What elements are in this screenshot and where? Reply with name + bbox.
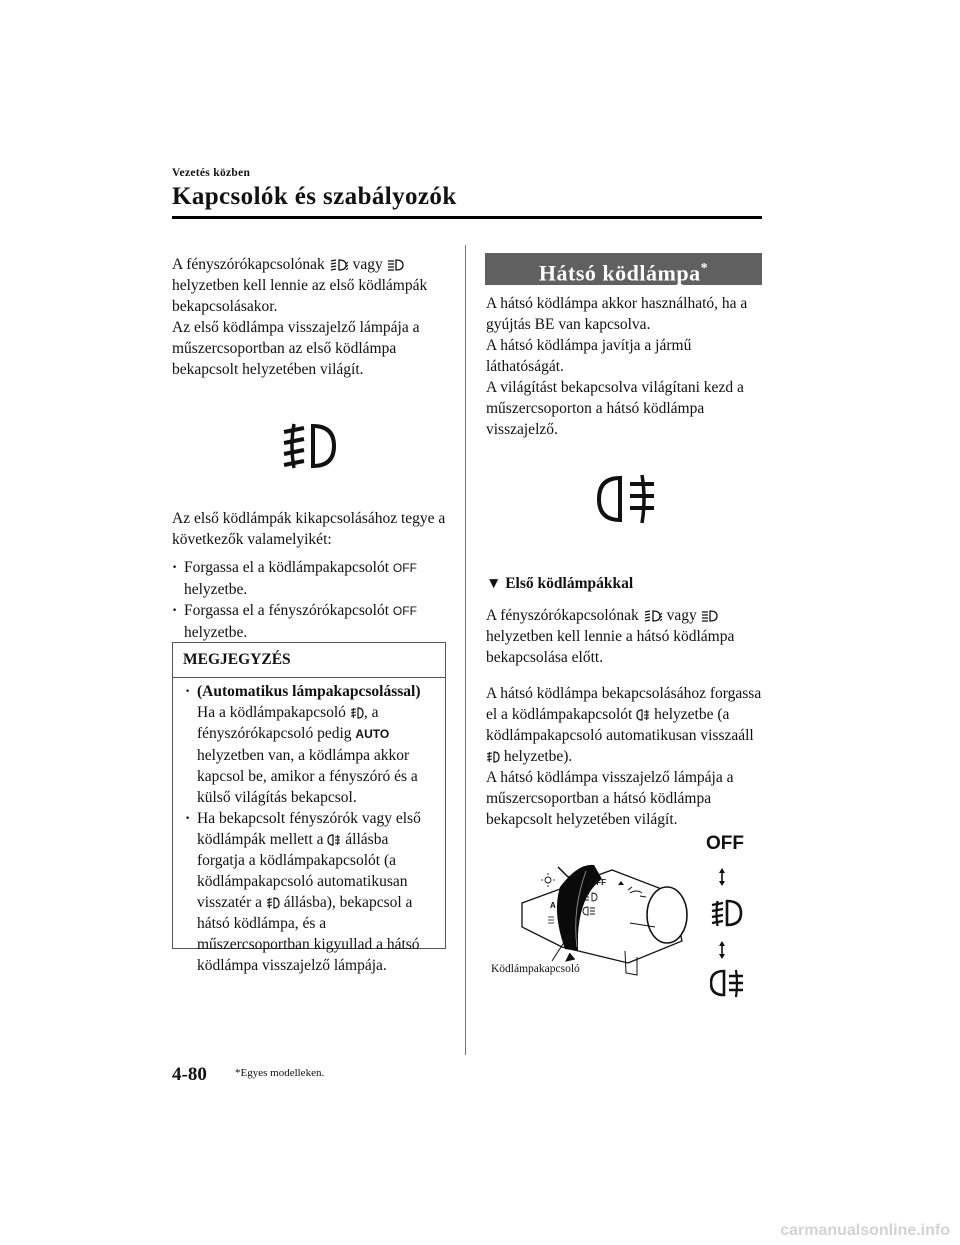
page-number: 4-80: [172, 1064, 207, 1085]
note-heading: MEGJEGYZÉS: [183, 651, 291, 668]
text-run: A hátsó ködlámpa akkor használható, ha a gyújtás BE van kapcsolva.: [486, 295, 748, 333]
watermark: carmanualsonline.info: [780, 1222, 950, 1239]
text-run: vagy: [662, 607, 701, 624]
text-run: A hátsó ködlámpa javítja a jármű láthatóságát.: [486, 337, 692, 375]
front-fog-icon: [486, 750, 500, 764]
rear-fog-lamp-indicator-icon: [596, 472, 658, 526]
left-bullet-list: [172, 557, 462, 643]
off-position-label: OFF: [392, 604, 417, 618]
text-run: A hátsó ködlámpa visszajelző lámpája a műszercsoportban a hátsó ködlámpa bekapcsolt helyzetében világít.: [486, 769, 734, 828]
note-box: [172, 642, 446, 974]
parking-light-icon: [545, 877, 551, 883]
list-item: [185, 681, 439, 808]
text-run: Ha bekapcsolt fényszórók vagy első ködlámpák mellett a: [197, 810, 421, 848]
front-fog-icon: [266, 896, 280, 910]
right-activation-paragraph: [486, 683, 764, 830]
text-run: állásba forgatja a ködlámpakapcsolót (a ködlámpakapcsoló automatikusan visszatér a: [197, 831, 408, 911]
text-run: helyzetben van, a ködlámpa akkor kapcsol be, amikor a fényszóró és a külső világítás bekapcsol.: [197, 747, 418, 806]
text-run: helyzetben kell lennie a hátsó ködlámpa bekapcsolása előtt.: [486, 628, 735, 666]
text-run: A hátsó ködlámpa bekapcsolásához forgassa el a ködlámpakapcsolót: [486, 685, 762, 723]
switch-position-sequence: [710, 863, 760, 998]
parking-light-rays-icon: [541, 873, 555, 887]
low-beam-headlight-icon: [329, 258, 349, 272]
note-item-title: (Automatikus lámpakapcsolással): [197, 683, 421, 700]
section-title-bar: [485, 253, 762, 285]
rear-fog-icon: [636, 708, 650, 722]
title-rule: [172, 216, 762, 219]
stalk-off-text: OFF: [590, 878, 606, 887]
headlight-icon: [701, 609, 719, 623]
optional-feature-marker: *: [700, 261, 709, 276]
text-run: állásba), bekapcsol a hátsó ködlámpa, és a műszercsoportban kigyullad a hátsó ködlámpa visszajelző lámpája.: [197, 894, 420, 974]
subsection-heading-text: Első ködlámpákkal: [505, 575, 634, 592]
footnote: *Egyes modelleken.: [235, 1067, 325, 1079]
text-run: helyzetbe (a ködlámpakapcsoló automatikusan visszaáll: [486, 706, 754, 744]
text-run: A fényszórókapcsolónak: [172, 256, 329, 273]
subsection-heading: [486, 575, 633, 593]
left-intro-paragraph: [172, 254, 462, 380]
note-body: [185, 681, 439, 976]
headlight-icon: [387, 258, 405, 272]
text-run: A világítást bekapcsolva világítani kezd a műszercsoporton a hátsó ködlámpa visszajelző.: [486, 379, 744, 438]
front-fog-icon: [712, 901, 741, 926]
text-run: vagy: [348, 256, 387, 273]
note-divider: [173, 677, 445, 678]
text-run: A fényszórókapcsolónak: [486, 607, 643, 624]
text-run: helyzetbe.: [184, 624, 248, 641]
list-item: [172, 600, 462, 643]
stalk-auto-text: A: [550, 901, 556, 910]
front-fog-icon: [350, 706, 364, 720]
triangle-down-icon: ▼: [486, 575, 506, 592]
text-run: , a fényszórókapcsoló pedig: [197, 704, 379, 742]
updown-arrow-icon: [719, 868, 725, 886]
diagram-off-label: OFF: [706, 833, 744, 854]
text-run: helyzetben kell lennie az első ködlámpák bekapcsolásakor.: [172, 277, 428, 315]
text-run: helyzetbe).: [500, 748, 573, 765]
left-off-paragraph: Az első ködlámpák kikapcsolásához tegye a következők valamelyikét:: [172, 510, 446, 548]
auto-position-label: AUTO: [355, 727, 390, 741]
text-run: Ha a ködlámpakapcsoló: [197, 704, 350, 721]
text-run: Forgassa el a ködlámpakapcsolót: [184, 559, 393, 576]
list-item: [172, 557, 462, 600]
off-position-label: OFF: [392, 561, 417, 575]
breadcrumb: Vezetés közben: [172, 167, 251, 179]
rear-fog-icon: [327, 833, 341, 847]
text-run: helyzetbe.: [184, 581, 248, 598]
column-divider: [465, 245, 466, 1055]
low-beam-headlight-icon: [643, 609, 663, 623]
updown-arrow-icon: [719, 941, 725, 959]
front-fog-lamp-indicator-icon: [280, 420, 338, 472]
diagram-caption: Ködlámpakapcsoló: [491, 963, 580, 975]
list-item: [185, 808, 439, 976]
right-intro-paragraph: [486, 293, 764, 440]
section-title: Hátsó ködlámpa: [538, 260, 701, 286]
text-run: Forgassa el a fényszórókapcsolót: [184, 602, 393, 619]
text-run: Az első ködlámpa visszajelző lámpája a műszercsoportban az első ködlámpa bekapcsolt helyzetében világít.: [172, 319, 420, 378]
right-precondition-paragraph: [486, 605, 764, 668]
page-title: Kapcsolók és szabályozók: [172, 183, 457, 210]
rear-fog-icon: [711, 970, 743, 997]
